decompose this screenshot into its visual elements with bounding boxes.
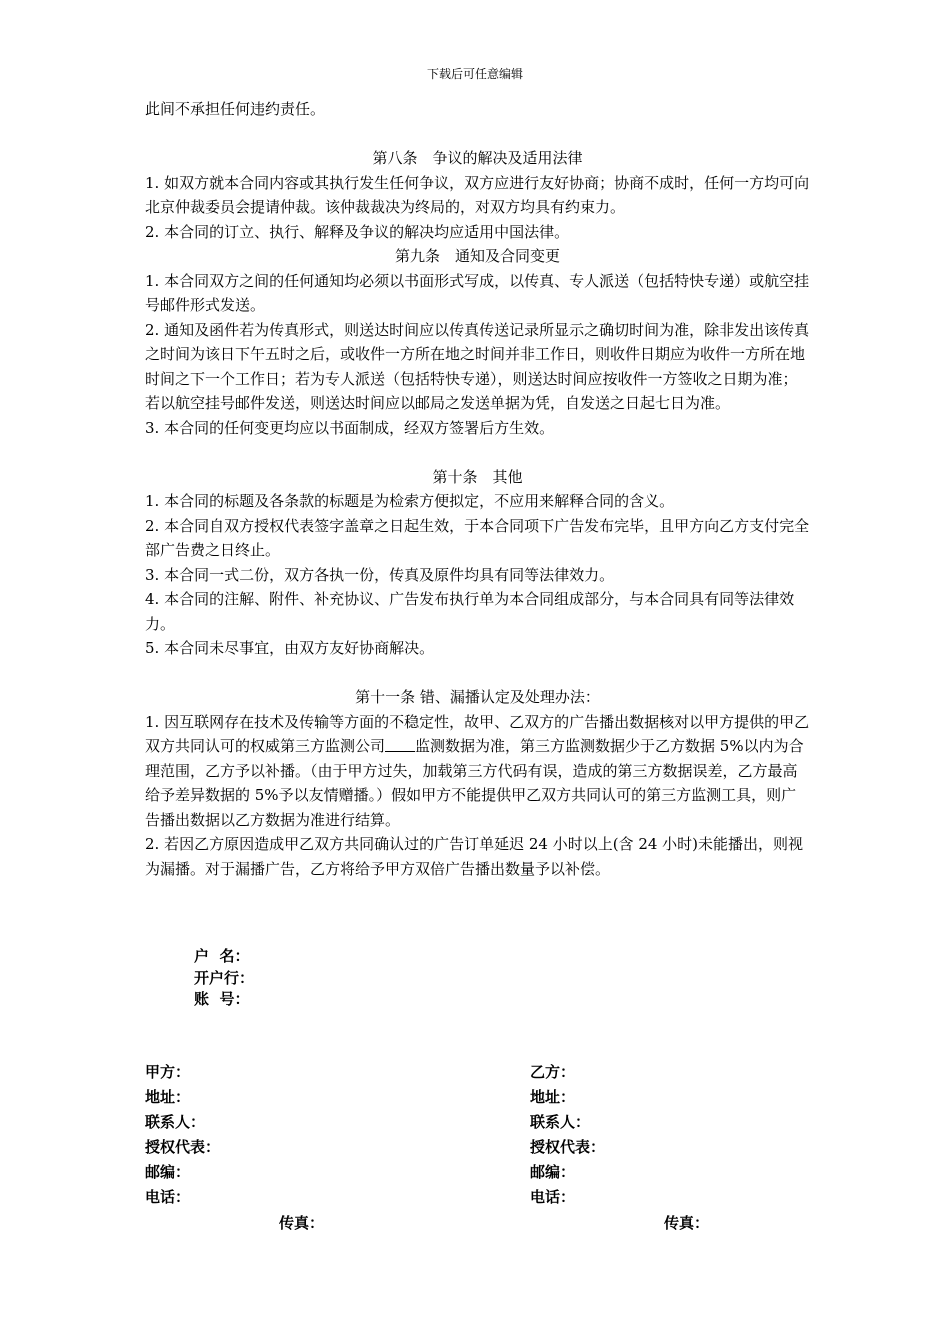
party-a-address-label: 地址： — [145, 1088, 191, 1106]
article-8-para-2: 2. 本合同的订立、执行、解释及争议的解决均应适用中国法律。 — [145, 222, 570, 241]
intro-line: 此间不承担任何违约责任。 — [145, 100, 326, 118]
party-a-contact-label: 联系人： — [145, 1113, 206, 1131]
party-a-phone-label: 电话： — [145, 1188, 191, 1206]
article-10-para-4: 4. 本合同的注解、附件、补充协议、广告发布执行单为本合同组成部分，与本合同具有同等法律效力。 — [145, 590, 795, 633]
party-b-rep-label: 授权代表： — [530, 1138, 606, 1156]
account-bank-label: 开户行： — [194, 968, 255, 987]
party-b-label: 乙方： — [530, 1063, 576, 1081]
party-a-rep-label: 授权代表： — [145, 1138, 221, 1156]
party-a-block — [145, 1060, 220, 1210]
party-b-address-label: 地址： — [530, 1088, 576, 1106]
article-10-title: 第十条 其他 — [432, 467, 523, 486]
contract-body — [145, 97, 810, 881]
spacer — [145, 122, 810, 147]
article-9-para-2: 2. 通知及函件若为传真形式，则送达时间应以传真传送记录所显示之确切时间为准，除非发出该传真之时间为该日下午五时之后，或收件一方所在地之时间并非工作日，则收件日期应为收件一方所在地时间之下一个工作日；若为专人派送（包括特快专递），则送达时间应按收件一方签收之日期为准；若以航空挂号邮件发送，则送达时间应以邮局之发送单据为凭，自发送之日起七日为准。 — [145, 320, 810, 412]
party-b-phone-label: 电话： — [530, 1188, 576, 1206]
spacer — [145, 661, 810, 686]
article-10-para-3: 3. 本合同一式二份，双方各执一份，传真及原件均具有同等法律效力。 — [145, 565, 615, 584]
party-a-fax-label: 传真： — [279, 1214, 325, 1232]
article-11-para-1-end: 监测数据为准，第三方监测数据少于乙方数据 5%以内为合理范围，乙方予以补播。（由于甲方过失，加载第三方代码有误，造成的第三方数据误差，乙方最高给予差异数据的 5%予以友情赠播。）假如甲方不能提供甲乙双方共同认可的第三方监测工具，则广告播出数据以乙方数据为准进行结算。 — [145, 737, 804, 829]
party-b-block — [530, 1060, 605, 1210]
article-9-para-1: 1. 本合同双方之间的任何通知均必须以书面形式写成，以传真、专人派送（包括特快专递）或航空挂号邮件形式发送。 — [145, 271, 810, 314]
party-b-zip-label: 邮编： — [530, 1163, 576, 1181]
fill-in-blank — [385, 736, 415, 752]
party-b-contact-label: 联系人： — [530, 1113, 591, 1131]
article-11-para-1 — [145, 710, 810, 833]
spacer — [145, 440, 810, 465]
bank-account-block — [194, 946, 254, 1011]
article-10-para-5: 5. 本合同未尽事宜，由双方友好协商解决。 — [145, 639, 435, 657]
article-9-title: 第九条 通知及合同变更 — [394, 247, 560, 265]
article-11-para-1-start: 1. 因互联网存在技术及传输等方面的不稳定性，故甲、乙双方的广告播出数据核对以甲方提供的甲乙双方共同认可的权威第三方监测公司 — [145, 712, 810, 755]
article-10-para-1: 1. 本合同的标题及各条款的标题是为检索方便拟定，不应用来解释合同的含义。 — [145, 492, 675, 510]
article-8-title: 第八条 争议的解决及适用法律 — [372, 149, 583, 167]
account-number-label: 账 号： — [194, 990, 250, 1008]
account-name-label: 户 名： — [194, 947, 250, 965]
party-b-fax-label: 传真： — [664, 1214, 710, 1232]
article-11-title: 第十一条 错、漏播认定及处理办法： — [355, 688, 600, 706]
article-8-para-1: 1. 如双方就本合同内容或其执行发生任何争议，双方应进行友好协商；协商不成时，任何一方均可向北京仲裁委员会提请仲裁。该仲裁裁决为终局的，对双方均具有约束力。 — [145, 173, 810, 216]
article-10-para-2: 2. 本合同自双方授权代表签字盖章之日起生效，于本合同项下广告发布完毕，且甲方向乙方支付完全部广告费之日终止。 — [145, 516, 810, 559]
page-header-note: 下载后可任意编辑 — [426, 67, 523, 81]
party-a-zip-label: 邮编： — [145, 1163, 191, 1181]
article-9-para-3: 3. 本合同的任何变更均应以书面制成，经双方签署后方生效。 — [145, 418, 555, 437]
article-11-para-2: 2. 若因乙方原因造成甲乙双方共同确认过的广告订单延迟 24 小时以上(含 24 小时)未能播出，则视为漏播。对于漏播广告，乙方将给予甲方双倍广告播出数量予以补偿。 — [145, 835, 804, 878]
party-a-label: 甲方： — [145, 1063, 191, 1081]
